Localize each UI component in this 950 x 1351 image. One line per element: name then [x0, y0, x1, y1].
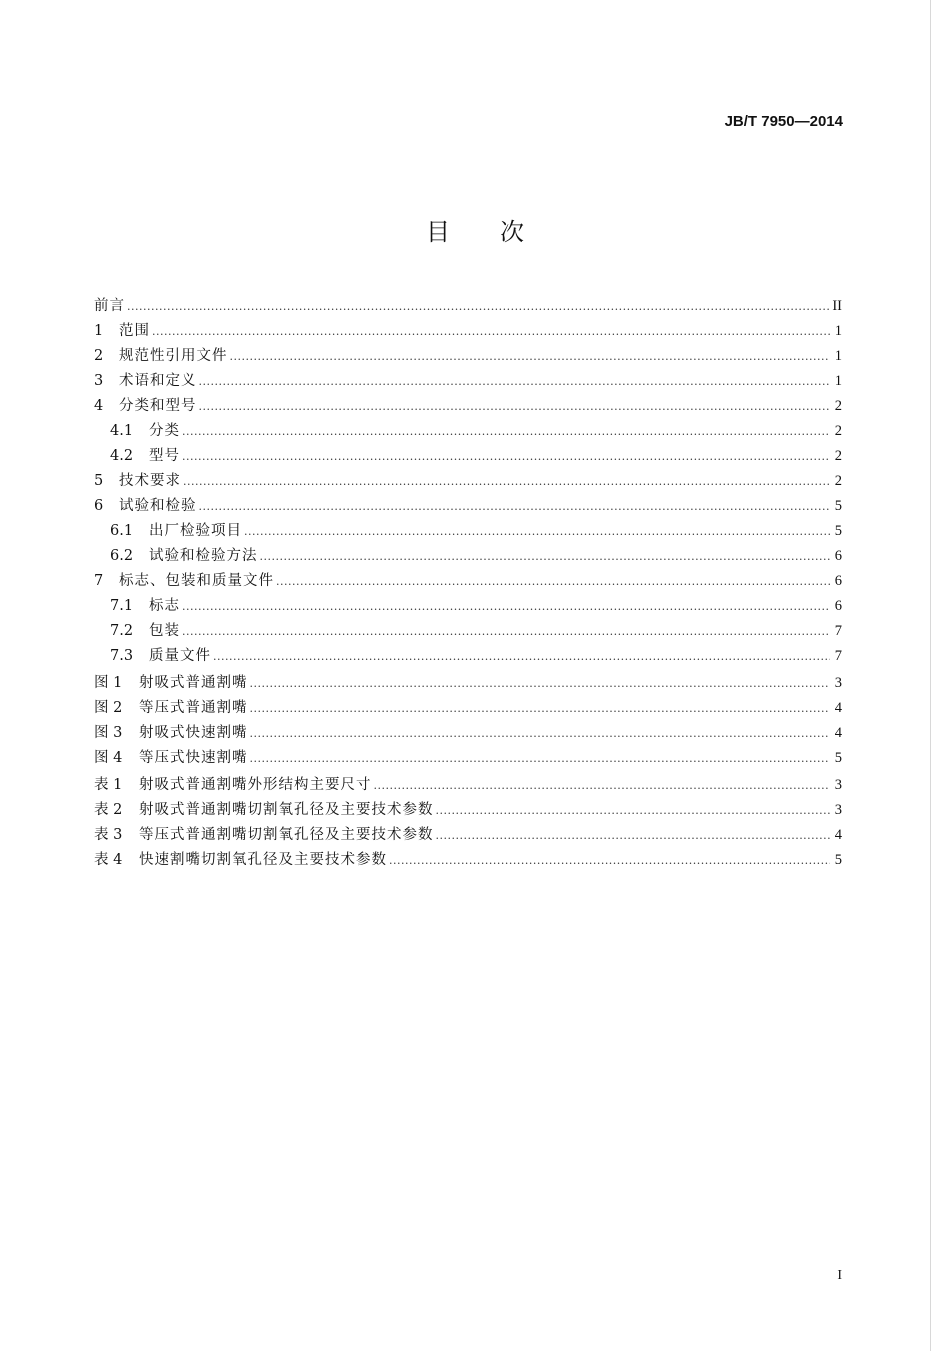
toc-entry-label: 快速割嘴切割氧孔径及主要技术参数: [139, 852, 387, 868]
toc-entry[interactable]: [94, 294, 842, 319]
toc-entry-page: 4: [834, 827, 842, 843]
toc-entry-number: 图 2: [94, 700, 123, 716]
toc-entry-label: 出厂检验项目: [149, 523, 242, 539]
standard-number: JB/T 7950—2014: [724, 113, 843, 130]
toc-entry-page: 4: [834, 700, 842, 716]
toc-entry-number: 3: [94, 373, 104, 389]
toc-entry-label: 射吸式普通割嘴切割氧孔径及主要技术参数: [139, 802, 434, 818]
toc-entry-label: 包装: [149, 623, 180, 639]
dot-leader: [389, 848, 830, 873]
toc-entry-number: 图 4: [94, 750, 123, 766]
toc-entry[interactable]: [94, 773, 842, 798]
page-number: I: [837, 1268, 842, 1283]
toc-entry-number: 1: [94, 323, 104, 339]
toc-entry-number: 4.2: [110, 448, 134, 464]
toc-entry-number: 7.2: [110, 623, 134, 639]
toc-entry-number: 表 2: [94, 802, 123, 818]
toc-entry-number: 表 4: [94, 852, 123, 868]
toc-entry[interactable]: [94, 721, 842, 746]
toc-entry-label: 分类和型号: [119, 398, 197, 414]
page-edge: [930, 0, 931, 1351]
toc-entry[interactable]: [94, 494, 842, 519]
toc-entry-number: 表 3: [94, 827, 123, 843]
toc-entry-label: 规范性引用文件: [119, 348, 228, 364]
dot-leader: [276, 569, 830, 594]
toc-entry-page: 6: [834, 573, 842, 589]
toc-entry-label: 型号: [149, 448, 180, 464]
dot-leader: [199, 369, 831, 394]
toc-entry-page: 5: [834, 523, 842, 539]
dot-leader: [182, 444, 830, 469]
toc-entry-label: 试验和检验: [119, 498, 197, 514]
toc-entry[interactable]: [94, 369, 842, 394]
dot-leader: [199, 394, 831, 419]
dot-leader: [436, 823, 831, 848]
toc-entry-number: 5: [94, 473, 104, 489]
toc-entry-page: 5: [834, 498, 842, 514]
toc-entry-page: 2: [834, 398, 842, 414]
dot-leader: [250, 721, 831, 746]
toc-entry-number: 6.2: [110, 548, 134, 564]
dot-leader: [260, 544, 831, 569]
toc-entry-number: 7: [94, 573, 104, 589]
toc-entry-number: 7.3: [110, 648, 134, 664]
toc-entry[interactable]: [94, 444, 842, 469]
dot-leader: [436, 798, 831, 823]
toc-entry-page: 2: [834, 448, 842, 464]
dot-leader: [250, 746, 831, 771]
toc-entry-number: 6: [94, 498, 104, 514]
toc-entry-label: 标志: [149, 598, 180, 614]
toc-entry[interactable]: [94, 344, 842, 369]
dot-leader: [183, 469, 830, 494]
toc-entry-page: 6: [834, 598, 842, 614]
toc-entry-label: 技术要求: [119, 473, 181, 489]
dot-leader: [374, 773, 831, 798]
toc-entry-number: 图 3: [94, 725, 123, 741]
toc-entry-page: 6: [834, 548, 842, 564]
toc-entry[interactable]: [94, 746, 842, 771]
toc-entry[interactable]: [94, 419, 842, 444]
toc-entry-label: 射吸式普通割嘴外形结构主要尺寸: [139, 777, 372, 793]
toc-entry-label: 射吸式普通割嘴: [139, 675, 248, 691]
dot-leader: [199, 494, 831, 519]
toc-entry[interactable]: [94, 848, 842, 873]
toc-entry[interactable]: [94, 644, 842, 669]
toc-entry-number: 7.1: [110, 598, 134, 614]
toc-entry-number: 4.1: [110, 423, 134, 439]
toc-entry[interactable]: [94, 569, 842, 594]
dot-leader: [250, 671, 831, 696]
toc-entry-page: 2: [834, 473, 842, 489]
toc-entry-number: 4: [94, 398, 104, 414]
dot-leader: [182, 594, 830, 619]
toc-entry[interactable]: [94, 394, 842, 419]
toc-entry[interactable]: [94, 544, 842, 569]
dot-leader: [213, 644, 830, 669]
toc-entry-page: 1: [834, 348, 842, 364]
toc-entry-label: 试验和检验方法: [149, 548, 258, 564]
toc-entry-page: 7: [834, 648, 842, 664]
toc-entry-label: 分类: [149, 423, 180, 439]
table-of-contents: [94, 294, 842, 873]
toc-entry[interactable]: [94, 696, 842, 721]
toc-entry[interactable]: [94, 594, 842, 619]
dot-leader: [250, 696, 831, 721]
toc-entry-number: 表 1: [94, 777, 123, 793]
toc-entry-number: 图 1: [94, 675, 123, 691]
toc-entry-label: 前言: [94, 298, 125, 314]
toc-entry-page: 3: [834, 777, 842, 793]
toc-entry-page: 3: [834, 675, 842, 691]
toc-entry-label: 范围: [119, 323, 150, 339]
toc-entry-page: 5: [834, 852, 842, 868]
toc-entry-page: 4: [834, 725, 842, 741]
toc-entry-label: 射吸式快速割嘴: [139, 725, 248, 741]
toc-entry-label: 等压式普通割嘴: [139, 700, 248, 716]
toc-entry[interactable]: [94, 671, 842, 696]
toc-entry[interactable]: [94, 319, 842, 344]
toc-entry-page: II: [832, 298, 842, 314]
dot-leader: [182, 419, 830, 444]
page-title: 目次: [426, 218, 574, 246]
toc-entry-page: 7: [834, 623, 842, 639]
toc-entry[interactable]: [94, 798, 842, 823]
toc-entry-label: 等压式普通割嘴切割氧孔径及主要技术参数: [139, 827, 434, 843]
toc-entry-page: 5: [834, 750, 842, 766]
toc-entry-page: 1: [834, 323, 842, 339]
toc-entry-page: 2: [834, 423, 842, 439]
toc-entry-page: 1: [834, 373, 842, 389]
toc-entry[interactable]: [94, 619, 842, 644]
toc-entry[interactable]: [94, 823, 842, 848]
dot-leader: [182, 619, 830, 644]
dot-leader: [230, 344, 831, 369]
dot-leader: [127, 294, 830, 319]
toc-entry[interactable]: [94, 469, 842, 494]
dot-leader: [152, 319, 830, 344]
toc-entry-page: 3: [834, 802, 842, 818]
toc-entry-label: 质量文件: [149, 648, 211, 664]
toc-entry-number: 2: [94, 348, 104, 364]
toc-entry-number: 6.1: [110, 523, 134, 539]
toc-entry[interactable]: [94, 519, 842, 544]
toc-entry-label: 标志、包装和质量文件: [119, 573, 274, 589]
dot-leader: [244, 519, 830, 544]
toc-entry-label: 术语和定义: [119, 373, 197, 389]
toc-entry-label: 等压式快速割嘴: [139, 750, 248, 766]
